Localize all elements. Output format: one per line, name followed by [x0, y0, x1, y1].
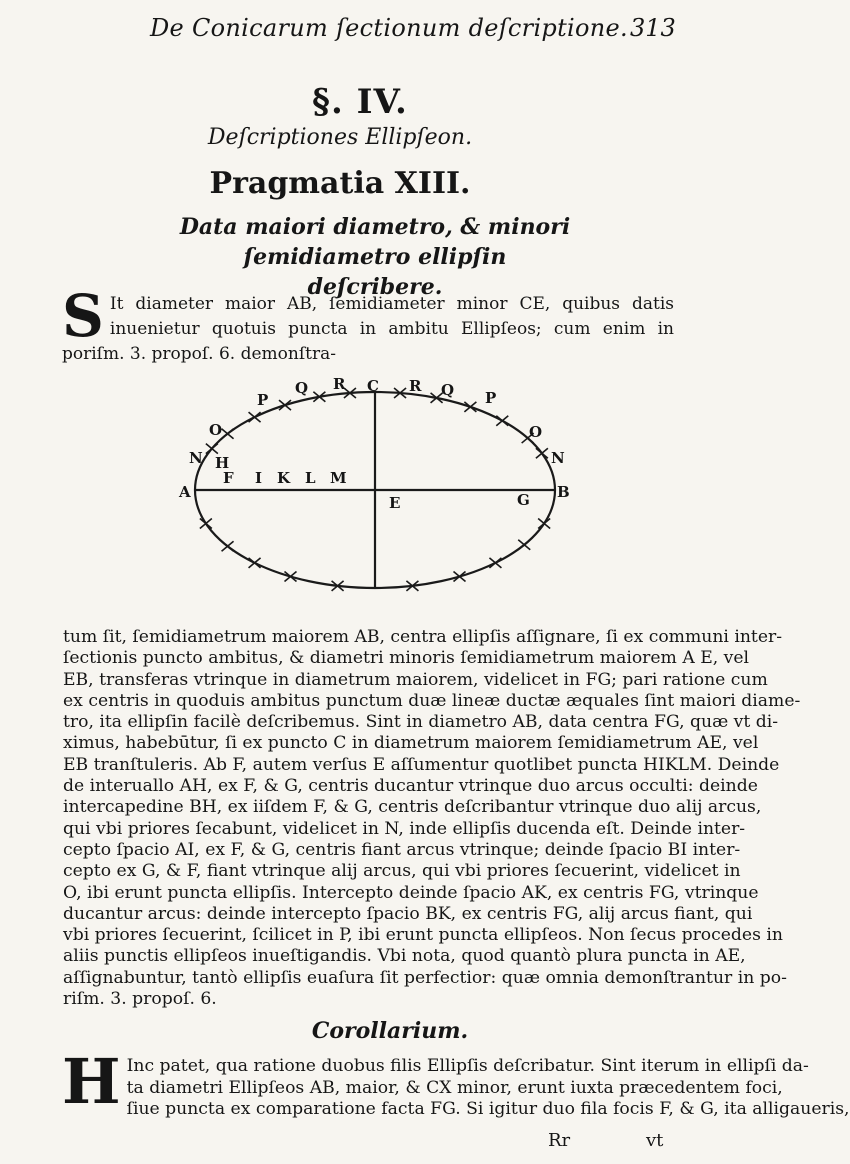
- label-M: M: [330, 469, 347, 487]
- body-line: riſm. 3. propoſ. 6.: [63, 989, 217, 1010]
- body-line: ex centris in quoduis ambitus punctum duæ lineæ ductæ æquales ſint maiori diame-: [63, 690, 801, 711]
- label-I: I: [255, 469, 263, 487]
- body-line: O, ibi erunt puncta ellipſis. Intercepto deinde ſpacio AK, ex centris FG, vtrinque: [63, 882, 759, 903]
- corollary-line: ſiue puncta ex comparatione facta FG. Si igitur duo fila focis F, & G, ita alligaueris,: [126, 1099, 850, 1119]
- label-H: H: [215, 454, 230, 472]
- problem-statement: [95, 212, 655, 302]
- label-Q-right: Q: [441, 381, 455, 399]
- label-O-left: O: [209, 421, 223, 439]
- body-line: tro, ita ellipſin facilè deſcribemus. Sint in diametro AB, data centra FG, quæ vt di-: [63, 712, 779, 733]
- body-line: vbi priores ſecuerint, ſcilicet in P, ibi erunt puncta ellipſeos. Non ſecus procedes in: [63, 925, 783, 946]
- label-P-right: P: [485, 389, 497, 407]
- ellipse-figure: [165, 365, 585, 590]
- label-F: F: [223, 469, 234, 487]
- label-N-left: N: [189, 449, 203, 467]
- body-line: EB, transferas vtrinque in diametrum maiorem, videlicet in FG; pari ratione cum: [63, 669, 768, 690]
- problem-line-1: Data maiori diametro, & minori ſemidiametro ellipſin: [179, 214, 571, 270]
- body-line: cepto ex G, & F, fiant vtrinque alij arcus, qui vbi priores ſecuerint, videlicet in: [63, 861, 741, 882]
- section-mark: §. IV.: [312, 82, 408, 122]
- body-line: aliis punctis ellipſeos inueſtigandis. Vbi nota, quod quantò plura puncta in AE,: [63, 946, 746, 967]
- label-E: E: [389, 494, 401, 512]
- label-Q-left: Q: [295, 379, 309, 397]
- body-line: intercapedine BH, ex iiſdem F, & G, centris deſcribantur vtrinque duo alij arcus,: [63, 797, 762, 818]
- catchword: vt: [646, 1130, 664, 1151]
- label-K: K: [277, 469, 291, 487]
- body-line: cepto ſpacio AI, ex F, & G, centris fiant arcus vtrinque; deinde ſpacio BI inter-: [63, 839, 741, 860]
- page-number: 313: [630, 14, 676, 42]
- label-R-left: R: [333, 375, 346, 393]
- corollary-heading: Corollarium.: [311, 1018, 469, 1044]
- body-line: tum ſit, ſemidiametrum maiorem AB, centra ellipſis aſſignare, ſi ex communi inter-: [63, 627, 783, 647]
- intro-text: It diameter maior AB, ſemidiameter minor CE, quibus datis inuenietur quotuis puncta in ambitu Ellipſeos; cum enim in poriſm. 3. propoſ. 6. demonſtra-: [62, 294, 674, 364]
- label-B: B: [557, 483, 570, 501]
- body-paragraph: [63, 627, 801, 1010]
- problem-line-2: deſcribere.: [307, 274, 443, 300]
- signature-mark: Rr: [548, 1130, 571, 1151]
- bleed-through: [70, 66, 75, 84]
- section-title: Deſcriptiones Ellipſeon.: [207, 125, 473, 150]
- corollary-line: ta diametri Ellipſeos AB, maior, & CX minor, erunt iuxta præcedentem foci,: [126, 1077, 783, 1098]
- drop-cap-h: H: [62, 1045, 121, 1118]
- label-O-right: O: [529, 423, 543, 441]
- label-R-right: R: [409, 377, 422, 395]
- label-N-right: N: [551, 449, 565, 467]
- label-G: G: [517, 491, 530, 509]
- body-line: de interuallo AH, ex F, & G, centris ducantur vtrinque duo arcus occulti: deinde: [63, 776, 758, 797]
- body-line: aſſignabuntur, tantò ellipſis euaſura ſit perfectior: quæ omnia demonſtrantur in po-: [63, 967, 787, 988]
- corollary-line: Inc patet, qua ratione duobus filis Ellipſis deſcribatur. Sint iterum in ellipſi da-: [126, 1056, 809, 1076]
- body-line: ximus, habebūtur, ſi ex puncto C in diametrum maiorem ſemidiametrum AE, vel: [63, 733, 759, 754]
- label-C: C: [367, 377, 379, 395]
- label-P-left: P: [257, 391, 269, 409]
- body-line: ſectionis puncto ambitus, & diametri minoris ſemidiametrum maiorem A E, vel: [63, 648, 750, 669]
- body-line: ducantur arcus: deinde intercepto ſpacio BK, ex centris FG, alij arcus fiant, qui: [63, 903, 753, 924]
- running-title: De Conicarum ſectionum deſcriptione.: [150, 14, 628, 42]
- pragmatia-heading: Pragmatia XIII.: [209, 166, 471, 201]
- body-line: qui vbi priores ſecabunt, videlicet in N, inde ellipſis ducenda eſt. Deinde inter-: [63, 818, 746, 839]
- drop-cap-s: S: [62, 282, 104, 350]
- corollary-paragraph: [62, 1045, 850, 1121]
- label-L: L: [305, 469, 316, 487]
- body-line: EB tranſtuleris. Ab F, autem verſus E aſſumentur quotlibet puncta HIKLM. Deinde: [63, 754, 780, 775]
- label-A: A: [179, 483, 191, 501]
